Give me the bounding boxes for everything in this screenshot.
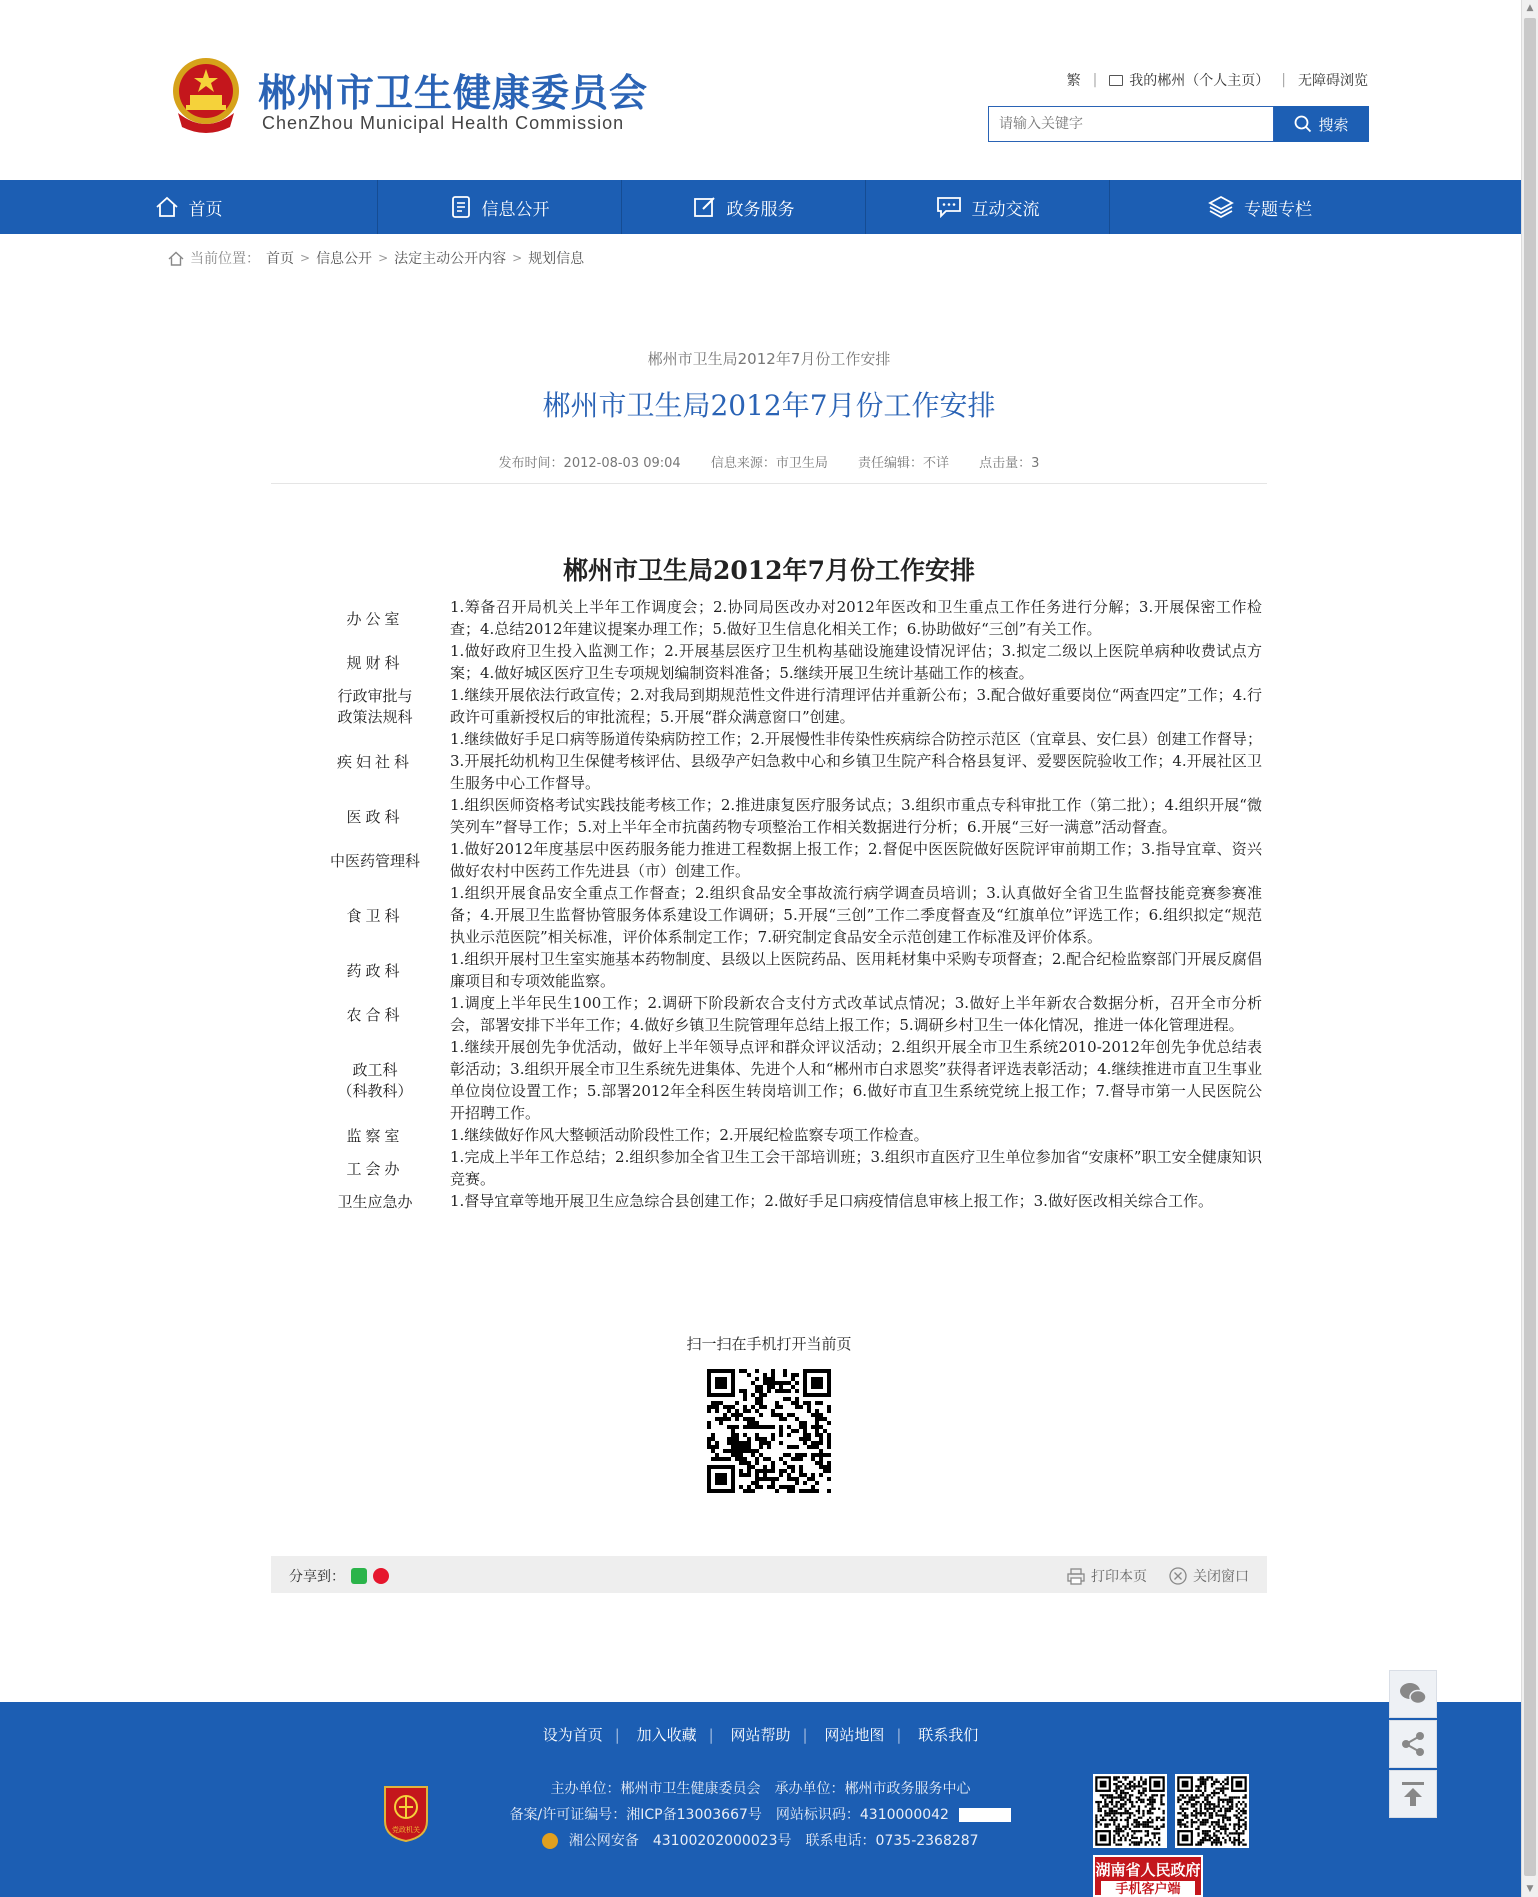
nav-item-gov-services[interactable] bbox=[622, 180, 866, 234]
footer-link[interactable]: 网站帮助 bbox=[730, 1726, 791, 1744]
footer-police-record: 湘公网安备 43100202000023号 联系电话：0735-2368287 bbox=[0, 1830, 1521, 1850]
table-row bbox=[300, 1036, 1262, 1124]
layers-icon bbox=[1208, 195, 1234, 219]
printer-icon bbox=[1067, 1568, 1085, 1585]
hunan-gov-app-badge[interactable]: 湖南省人民政府 手机客户端 bbox=[1093, 1855, 1203, 1897]
separator: | bbox=[1281, 72, 1286, 88]
breadcrumb-item[interactable]: 规划信息 bbox=[528, 251, 585, 267]
department-name: 疾妇社科 bbox=[336, 752, 413, 771]
divider bbox=[271, 483, 1267, 484]
page-actions bbox=[1067, 1566, 1249, 1586]
site-name-en: ChenZhou Municipal Health Commission bbox=[262, 113, 625, 133]
table-row bbox=[300, 948, 1262, 992]
home-icon bbox=[155, 196, 179, 218]
department-name: 中医药管理科 bbox=[329, 851, 420, 870]
footer-qr-code bbox=[1093, 1774, 1167, 1848]
table-row bbox=[300, 596, 1262, 640]
site-header bbox=[0, 0, 1521, 180]
article-subtitle: 郴州市卫生局2012年7月份工作安排 bbox=[647, 350, 891, 368]
department-tasks: 1.完成上半年工作总结；2.组织参加全省卫生工会干部培训班；3.组织市直医疗卫生单位参加省“安康杯”职工安全健康知识竞赛。 bbox=[450, 1148, 1262, 1188]
publish-time: 发布时间：2012-08-03 09:04 bbox=[498, 456, 681, 471]
weibo-share-icon[interactable] bbox=[373, 1568, 389, 1584]
department-name: 食卫科 bbox=[346, 906, 404, 925]
breadcrumb-item[interactable]: 首页 bbox=[266, 251, 294, 267]
breadcrumb-label: 当前位置： bbox=[190, 251, 260, 267]
footer-sponsor: 主办单位：郴州市卫生健康委员会 承办单位：郴州市政务服务中心 bbox=[550, 1781, 971, 1797]
department-tasks: 1.组织开展食品安全重点工作督查；2.组织食品安全事故流行病学调查员培训；3.认真做好全省卫生监督技能竞赛参赛准备；4.开展卫生监督协管服务体系建设工作调研；5.开展“三创”工作二季度督查及“红旗单位”评选工作；6.组织拟定“规范执业示范医院”相关标准，评价体系制定工作；7.研究制定食品安全示范创建工作标准及评价体系。 bbox=[450, 884, 1262, 946]
table-row bbox=[300, 992, 1262, 1036]
close-label: 关闭窗口 bbox=[1193, 1569, 1249, 1585]
top-links bbox=[1067, 70, 1368, 90]
traditional-chinese-link[interactable]: 繁 bbox=[1066, 73, 1081, 89]
table-row bbox=[300, 882, 1262, 948]
vertical-scrollbar[interactable] bbox=[1521, 0, 1538, 1897]
wechat-share-icon[interactable] bbox=[351, 1568, 367, 1584]
national-emblem-icon bbox=[168, 55, 244, 135]
footer-links: 设为首页 | 加入收藏 | 网站帮助 | 网站地图 | 联系我们 bbox=[542, 1726, 979, 1744]
department-name: 规财科 bbox=[346, 653, 404, 672]
arrow-up-icon bbox=[1400, 1780, 1426, 1808]
scroll-down-icon[interactable]: ▼ bbox=[1526, 1884, 1534, 1894]
chevron-right-icon: > bbox=[300, 251, 311, 265]
department-name: 行政审批与 政策法规科 bbox=[337, 687, 413, 726]
breadcrumb bbox=[168, 248, 584, 268]
department-tasks: 1.继续开展依法行政宣传；2.对我局到期规范性文件进行清理评估并重新公布；3.配合做好重要岗位“两查四定”工作；4.行政许可重新授权后的审批流程；5.开展“群众满意窗口”创建。 bbox=[450, 686, 1262, 726]
chat-icon bbox=[936, 196, 962, 218]
footer-link[interactable]: 设为首页 bbox=[542, 1726, 603, 1744]
chevron-right-icon: > bbox=[378, 251, 389, 265]
department-tasks: 1.做好2012年度基层中医药服务能力推进工程数据上报工作；2.督促中医医院做好医院评审前期工作；3.指导宜章、资兴做好农村中医药工作先进县（市）创建工作。 bbox=[450, 840, 1262, 880]
search-box bbox=[988, 106, 1369, 142]
nav-label: 首页 bbox=[188, 199, 223, 220]
edit-icon bbox=[693, 195, 717, 219]
share-float-button[interactable] bbox=[1389, 1720, 1437, 1768]
share-label: 分享到： bbox=[289, 1569, 345, 1585]
accessibility-link[interactable]: 无障碍浏览 bbox=[1298, 73, 1368, 89]
table-row bbox=[300, 640, 1262, 684]
article-title: 郴州市卫生局2012年7月份工作安排 bbox=[542, 389, 996, 422]
site-footer bbox=[0, 1702, 1521, 1897]
footer-link[interactable]: 加入收藏 bbox=[636, 1726, 697, 1744]
share-icon bbox=[1399, 1730, 1427, 1758]
print-label: 打印本页 bbox=[1091, 1569, 1147, 1585]
back-to-top-button[interactable] bbox=[1389, 1770, 1437, 1818]
print-button[interactable] bbox=[1067, 1566, 1147, 1586]
nav-label: 专题专栏 bbox=[1244, 199, 1312, 220]
department-tasks: 1.组织开展村卫生室实施基本药物制度、县级以上医院药品、医用耗材集中采购专项督查；2.配合纪检监察部门开展反腐倡廉项目和专项效能监察。 bbox=[450, 950, 1262, 990]
my-chenzhou-link[interactable]: 我的郴州（个人主页） bbox=[1129, 73, 1270, 89]
breadcrumb-item[interactable]: 信息公开 bbox=[316, 251, 373, 267]
table-row bbox=[300, 838, 1262, 882]
share-bar bbox=[271, 1556, 1267, 1593]
info-source: 信息来源：市卫生局 bbox=[710, 456, 828, 471]
nav-item-info-disclosure[interactable] bbox=[378, 180, 622, 234]
party-badge-text: 党政机关 bbox=[392, 1826, 420, 1834]
table-row bbox=[300, 728, 1262, 794]
department-tasks: 1.继续开展创先争优活动，做好上半年领导点评和群众评议活动；2.组织开展全市卫生系统2010-2012年创先争优总结表彰活动；3.组织开展全市卫生系统先进集体、先进个人和“郴州市白求恩奖”获得者评选表彰活动；4.继续推进市直卫生事业单位岗位设置工作；5.部署2012年全科医生转岗培训工作；6.做好市直卫生系统党统上报工作；7.督导市第一人民医院公开招聘工作。 bbox=[450, 1038, 1262, 1122]
footer-link[interactable]: 联系我们 bbox=[918, 1726, 979, 1744]
nav-label: 信息公开 bbox=[481, 199, 550, 220]
chevron-right-icon: > bbox=[512, 251, 523, 265]
search-icon bbox=[1294, 115, 1312, 133]
close-window-button[interactable] bbox=[1169, 1566, 1249, 1586]
department-tasks: 1.继续做好作风大整顿活动阶段性工作；2.开展纪检监察专项工作检查。 bbox=[450, 1126, 929, 1144]
table-row bbox=[300, 1146, 1262, 1190]
scrollbar-thumb[interactable] bbox=[1524, 18, 1536, 1876]
qr-label: 扫一扫在手机打开当前页 bbox=[686, 1335, 852, 1353]
page-qr-code bbox=[703, 1365, 835, 1497]
monitor-icon bbox=[1109, 75, 1123, 86]
search-input[interactable] bbox=[988, 106, 1274, 142]
nav-label: 政务服务 bbox=[726, 199, 795, 220]
department-name: 医政科 bbox=[346, 807, 404, 826]
article-meta bbox=[0, 452, 1538, 471]
hit-count: 点击量：3 bbox=[979, 456, 1040, 471]
work-plan-table bbox=[300, 596, 1262, 1212]
table-row bbox=[300, 1190, 1262, 1212]
footer-link[interactable]: 网站地图 bbox=[824, 1726, 885, 1744]
wechat-icon bbox=[1398, 1681, 1428, 1707]
department-tasks: 1.筹备召开局机关上半年工作调度会；2.协同局医改办对2012年医改和卫生重点工作任务进行分解；3.开展保密工作检查；4.总结2012年建议提案办理工作；5.做好卫生信息化相关工作；6.协助做好“三创”有关工作。 bbox=[450, 598, 1262, 638]
close-icon bbox=[1169, 1567, 1187, 1585]
share-group bbox=[289, 1566, 389, 1586]
department-name: 工会办 bbox=[346, 1159, 404, 1178]
nav-label: 互动交流 bbox=[971, 199, 1040, 220]
search-button-label: 搜索 bbox=[1318, 115, 1349, 134]
nav-item-home[interactable] bbox=[0, 180, 378, 234]
nav-item-interaction[interactable] bbox=[866, 180, 1110, 234]
department-tasks: 1.组织医师资格考试实践技能考核工作；2.推进康复医疗服务试点；3.组织市重点专科审批工作（第二批）；4.组织开展“微笑列车”督导工作；5.对上半年全市抗菌药物专项整治工作相关数据进行分析；6.开展“三好一满意”活动督查。 bbox=[450, 796, 1262, 836]
search-button[interactable] bbox=[1274, 106, 1369, 142]
main-nav bbox=[0, 180, 1521, 234]
department-tasks: 1.做好政府卫生投入监测工作；2.开展基层医疗卫生机构基础设施建设情况评估；3.拟定二级以上医院单病种收费试点方案；4.做好城区医疗卫生专项规划编制资料准备；5.继续开展卫生统计基础工作的核查。 bbox=[450, 642, 1262, 682]
footer-icp: 备案/许可证编号：湘ICP备13003667号 网站标识码：4310000042 bbox=[0, 1804, 1521, 1824]
nav-item-special-topics[interactable] bbox=[1110, 180, 1410, 234]
breadcrumb-item[interactable]: 法定主动公开内容 bbox=[394, 251, 507, 267]
table-row bbox=[300, 1124, 1262, 1146]
police-emblem-icon bbox=[542, 1833, 558, 1849]
editor: 责任编辑：不详 bbox=[858, 456, 950, 471]
site-name-cn: 郴州市卫生健康委员会 bbox=[258, 71, 649, 115]
department-tasks: 1.督导宜章等地开展卫生应急综合县创建工作；2.做好手足口病疫情信息审核上报工作；3.做好医改相关综合工作。 bbox=[450, 1192, 1213, 1210]
document-title: 郴州市卫生局2012年7月份工作安排 bbox=[563, 556, 975, 585]
floating-toolbar bbox=[1389, 1670, 1437, 1820]
home-icon bbox=[168, 251, 184, 266]
department-name: 农合科 bbox=[346, 1005, 404, 1024]
department-name: 药政科 bbox=[346, 961, 404, 980]
department-tasks: 1.调度上半年民生100工作；2.调研下阶段新农合支付方式改革试点情况；3.做好上半年新农合数据分析，召开全市分析会，部署安排下半年工作；4.做好乡镇卫生院管理年总结上报工作；5.调研乡村卫生一体化情况，推进一体化管理进程。 bbox=[450, 994, 1262, 1034]
footer-qr-code bbox=[1175, 1774, 1249, 1848]
department-tasks: 1.继续做好手足口病等肠道传染病防控工作；2.开展慢性非传染性疾病综合防控示范区（宜章县、安仁县）创建工作督导；3.开展托幼机构卫生保健考核评估、县级孕产妇急救中心和乡镇卫生院产科合格县复评、爱婴医院验收工作；4.开展社区卫生服务中心工作督导。 bbox=[450, 730, 1262, 792]
department-name: 政工科 （科教科） bbox=[337, 1061, 413, 1100]
scroll-up-icon[interactable]: ▲ bbox=[1526, 3, 1534, 13]
wechat-float-button[interactable] bbox=[1389, 1670, 1437, 1718]
table-row bbox=[300, 794, 1262, 838]
department-name: 卫生应急办 bbox=[337, 1192, 413, 1211]
department-name: 监察室 bbox=[346, 1126, 404, 1145]
document-icon bbox=[450, 195, 472, 219]
separator: | bbox=[1092, 72, 1098, 88]
site-id-badge-icon bbox=[959, 1808, 1011, 1822]
department-name: 办公室 bbox=[346, 609, 404, 628]
table-row bbox=[300, 684, 1262, 728]
